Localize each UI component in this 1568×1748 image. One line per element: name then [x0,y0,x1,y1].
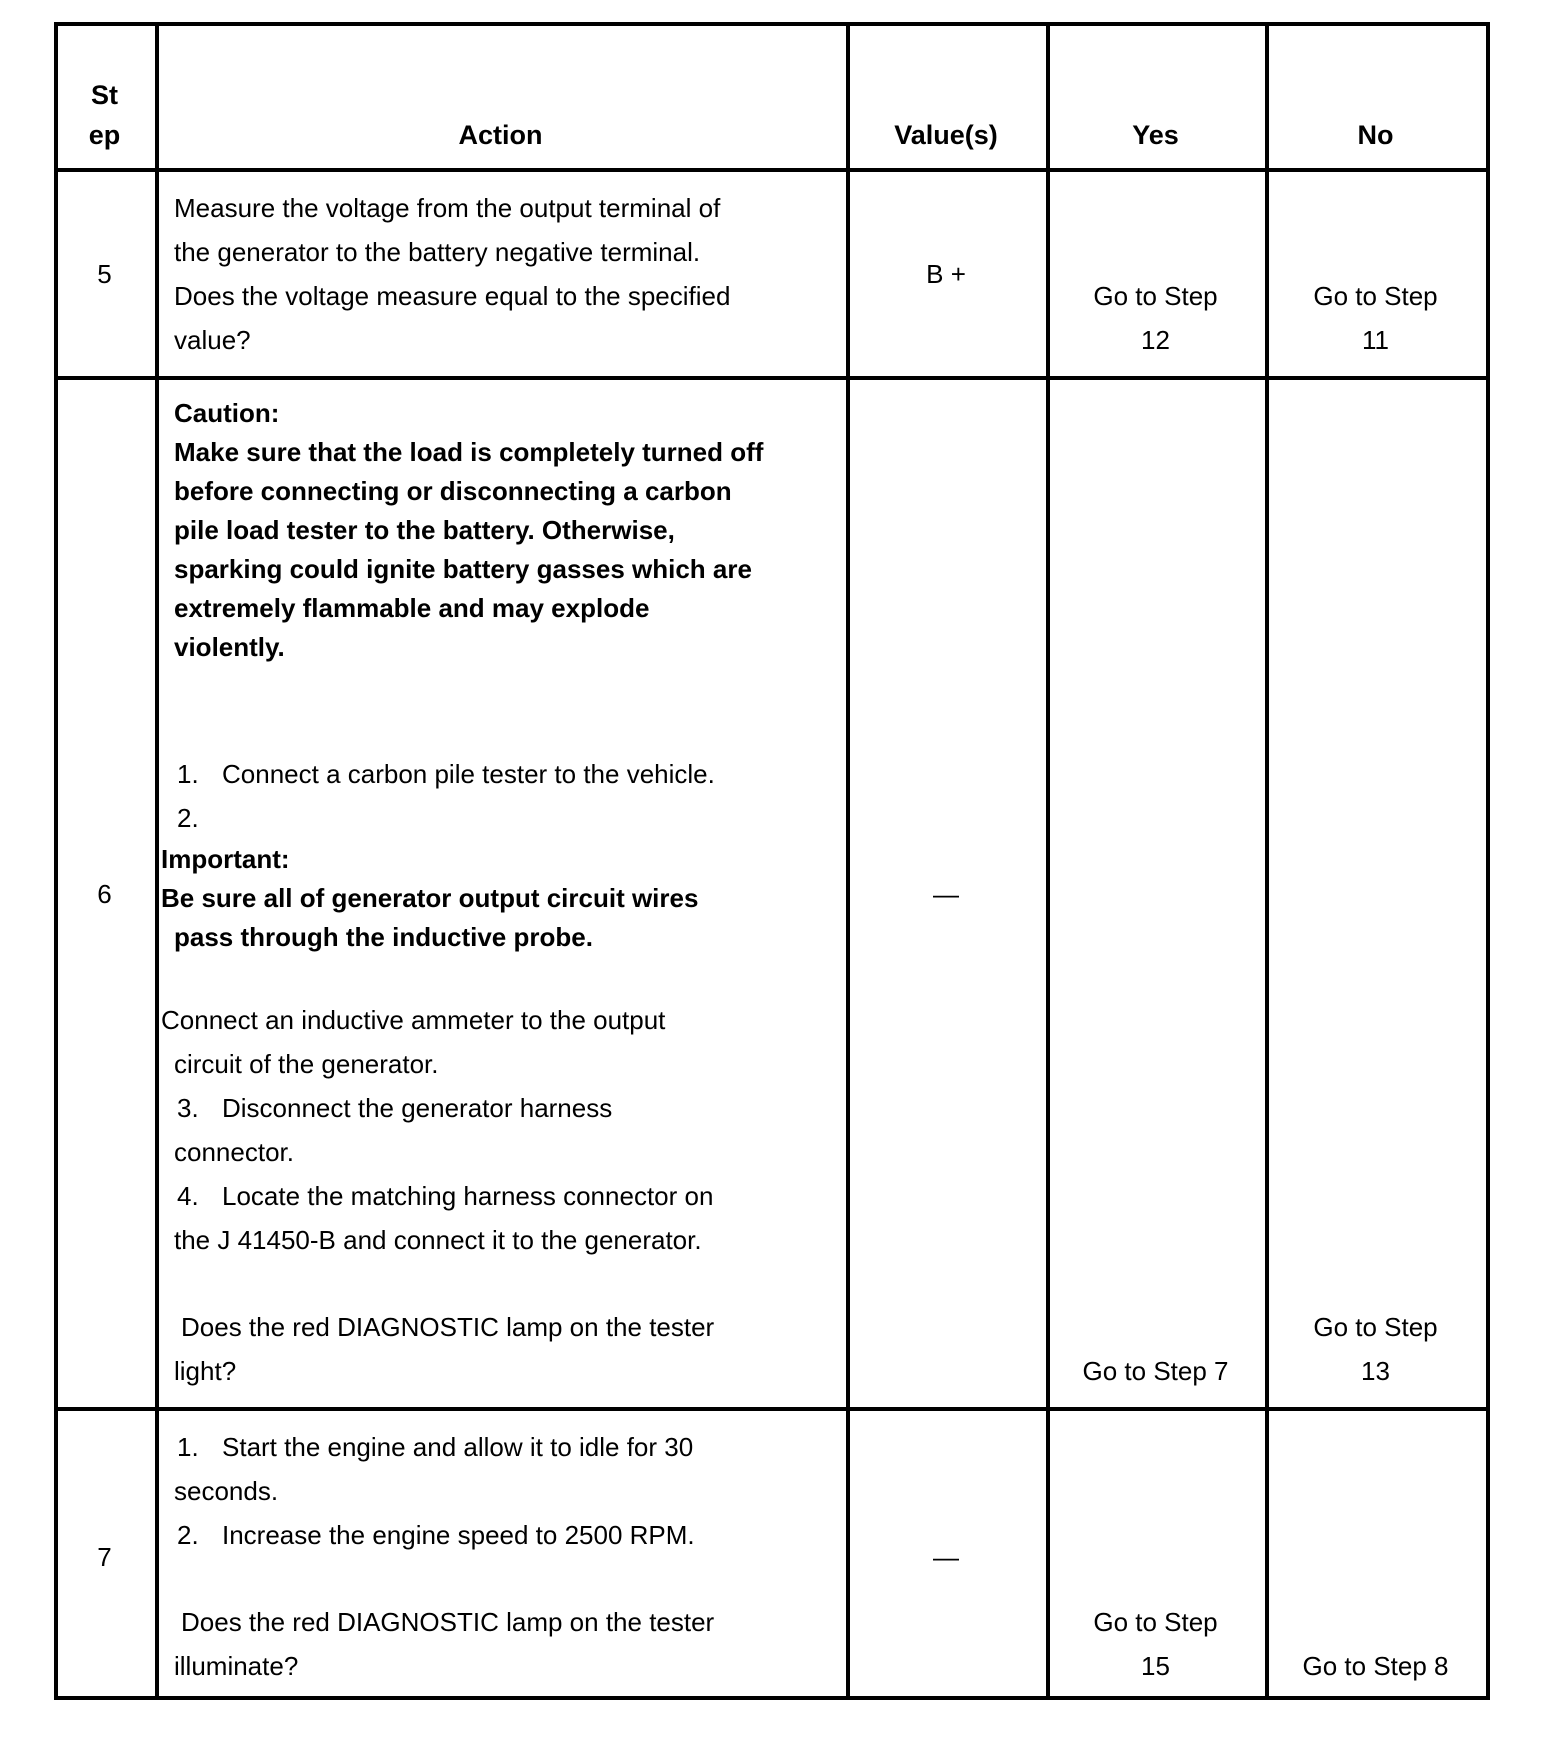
list-item: Locate the matching harness connector on [222,1181,714,1211]
important-text: Be sure all of generator output circuit wires [161,883,699,913]
no-cell: 11 [1362,325,1389,355]
step-number: 6 [97,879,112,909]
table-border [54,376,1490,380]
action-text: the generator to the battery negative terminal. [174,237,701,267]
step-number: 7 [97,1542,112,1572]
action-text: Does the voltage measure equal to the specified [174,281,731,311]
yes-cell: Go to Step [1093,1607,1218,1637]
caution-title: Caution: [174,398,280,428]
caution-text: pile load tester to the battery. Otherwise, [174,515,675,545]
value-cell: — [933,879,959,909]
no-cell: Go to Step [1313,281,1438,311]
important-title: Important: [161,844,290,874]
header-step-line2: ep [88,120,121,150]
value-cell: B + [926,259,966,289]
no-cell: Go to Step [1313,1312,1438,1342]
list-item: Start the engine and allow it to idle for 30 [222,1432,694,1462]
action-text: circuit of the generator. [174,1049,439,1079]
list-number: 2. [177,803,199,833]
question-text: Does the red DIAGNOSTIC lamp on the tester [181,1607,715,1637]
caution-text: Make sure that the load is completely turned off [174,437,764,467]
list-item: connector. [174,1137,294,1167]
no-cell: Go to Step 8 [1302,1651,1449,1681]
yes-cell: 15 [1141,1651,1170,1681]
table-border [54,168,1490,172]
list-number: 2. [177,1520,199,1550]
yes-cell: Go to Step [1093,281,1218,311]
action-text: Connect an inductive ammeter to the output [161,1005,666,1035]
table-border [1486,22,1490,1700]
yes-cell: Go to Step 7 [1082,1356,1229,1386]
important-text: pass through the inductive probe. [174,922,593,952]
header-step-line1: St [91,80,118,110]
table-border [155,22,159,1700]
caution-text: before connecting or disconnecting a carbon [174,476,732,506]
caution-text: sparking could ignite battery gasses which are [174,554,752,584]
action-text: Measure the voltage from the output terminal of [174,193,721,223]
table-border [54,1407,1490,1411]
header-action: Action [458,120,543,150]
header-values: Value(s) [894,120,998,150]
question-text: Does the red DIAGNOSTIC lamp on the tester [181,1312,715,1342]
header-no: No [1357,120,1394,150]
list-number: 1. [177,759,199,789]
list-item: Connect a carbon pile tester to the vehicle. [222,759,715,789]
action-text: value? [174,325,251,355]
list-number: 3. [177,1093,199,1123]
caution-text: extremely flammable and may explode [174,593,650,623]
step-number: 5 [97,259,112,289]
list-number: 4. [177,1181,199,1211]
question-text: light? [174,1356,237,1386]
no-cell: 13 [1361,1356,1390,1386]
list-item: seconds. [174,1476,279,1506]
list-number: 1. [177,1432,199,1462]
table-border [54,1696,1490,1700]
yes-cell: 12 [1141,325,1170,355]
list-item: Disconnect the generator harness [222,1093,613,1123]
list-item: Increase the engine speed to 2500 RPM. [222,1520,695,1550]
table-border [54,22,1490,26]
value-cell: — [933,1542,959,1572]
caution-text: violently. [174,632,285,662]
question-text: illuminate? [174,1651,299,1681]
header-yes: Yes [1132,120,1179,150]
list-item: the J 41450-B and connect it to the generator. [174,1225,702,1255]
